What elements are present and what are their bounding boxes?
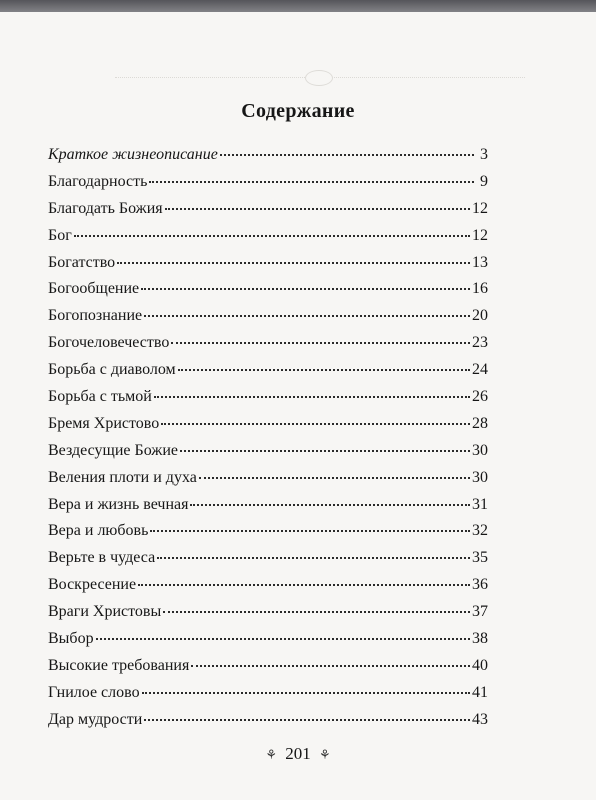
toc-entry-page: 30 — [472, 441, 488, 459]
toc-entry[interactable] — [48, 683, 488, 710]
dot-leader — [191, 665, 470, 667]
toc-entry[interactable] — [48, 521, 488, 548]
toc-entry-title: Благодать Божия — [48, 199, 163, 217]
toc-entry-page: 26 — [472, 388, 488, 406]
bleed-through-ornament — [115, 70, 525, 84]
toc-entry[interactable] — [48, 602, 488, 629]
toc-entry-title: Богопознание — [48, 307, 143, 325]
toc-entry-page: 32 — [472, 522, 488, 540]
toc-entry-title: Верьте в чудеса — [48, 549, 156, 567]
toc-entry-page: 20 — [472, 307, 488, 325]
toc-entry-title: Высокие требования — [48, 656, 190, 674]
toc-entry-title: Бремя Христово — [48, 414, 160, 432]
dot-leader — [149, 181, 474, 183]
toc-entry[interactable] — [48, 306, 488, 333]
toc-entry[interactable] — [48, 333, 488, 360]
toc-entry-title: Вера и любовь — [48, 522, 149, 540]
toc-entry-page: 35 — [472, 549, 488, 567]
toc-entry[interactable] — [48, 414, 488, 441]
toc-entry-title: Веления плоти и духа — [48, 468, 197, 486]
toc-entry-title: Богатство — [48, 253, 116, 271]
dot-leader — [141, 288, 470, 290]
toc-entry-title: Воскресение — [48, 576, 137, 594]
dot-leader — [165, 208, 470, 210]
toc-entry-title: Богообщение — [48, 280, 140, 298]
toc-entry-title: Вездесущие Божие — [48, 441, 179, 459]
toc-entry[interactable] — [48, 710, 488, 737]
toc-entry-page: 36 — [472, 576, 488, 594]
toc-entry-title: Вера и жизнь вечная — [48, 495, 189, 513]
toc-entry-page: 16 — [472, 280, 488, 298]
dot-leader — [138, 584, 470, 586]
toc-entry-title: Борьба с тьмой — [48, 388, 152, 406]
toc-entry-page: 9 — [480, 172, 488, 190]
dot-leader — [96, 638, 470, 640]
toc-entry-title: Борьба с диаволом — [48, 361, 176, 379]
toc-entry-page: 31 — [472, 495, 488, 513]
footer-ornament-left-icon: ⚘ — [265, 747, 277, 762]
toc-entry-page: 37 — [472, 603, 488, 621]
dot-leader — [150, 530, 470, 532]
dot-leader — [144, 315, 470, 317]
toc-entry-page: 3 — [480, 146, 488, 163]
toc-entry[interactable] — [48, 360, 488, 387]
toc-entry-page: 24 — [472, 361, 488, 379]
toc-entry-page: 12 — [472, 199, 488, 217]
toc-entry-page: 43 — [472, 710, 488, 728]
dot-leader — [220, 154, 474, 156]
toc-entry[interactable] — [48, 279, 488, 306]
toc-entry-page: 13 — [472, 253, 488, 271]
dot-leader — [190, 504, 470, 506]
toc-entry-title: Выбор — [48, 630, 94, 648]
toc-entry[interactable] — [48, 468, 488, 495]
dot-leader — [199, 477, 470, 479]
toc-entry-title: Краткое жизнеописание — [48, 146, 218, 163]
dot-leader — [157, 557, 470, 559]
toc-entry-page: 40 — [472, 656, 488, 674]
toc-entry[interactable] — [48, 226, 488, 253]
toc-entry-page: 38 — [472, 630, 488, 648]
table-of-contents — [48, 145, 488, 737]
toc-entry-title: Враги Христовы — [48, 603, 162, 621]
toc-entry[interactable] — [48, 629, 488, 656]
dot-leader — [161, 423, 470, 425]
dot-leader — [163, 611, 470, 613]
toc-entry[interactable] — [48, 656, 488, 683]
toc-entry[interactable] — [48, 441, 488, 468]
toc-entry-page: 12 — [472, 226, 488, 244]
toc-entry-page: 30 — [472, 468, 488, 486]
toc-entry-page: 23 — [472, 334, 488, 352]
dot-leader — [74, 235, 470, 237]
ornament-knot — [305, 70, 333, 86]
dot-leader — [142, 692, 470, 694]
dot-leader — [180, 450, 470, 452]
toc-entry[interactable] — [48, 548, 488, 575]
dot-leader — [154, 396, 470, 398]
toc-entry[interactable] — [48, 145, 488, 172]
dot-leader — [144, 719, 470, 721]
dot-leader — [117, 262, 470, 264]
footer-ornament-right-icon: ⚘ — [319, 747, 331, 762]
toc-entry[interactable] — [48, 253, 488, 280]
toc-entry[interactable] — [48, 199, 488, 226]
page-footer — [0, 744, 596, 764]
page-number: 201 — [285, 744, 311, 763]
toc-entry-title: Дар мудрости — [48, 710, 143, 728]
page-title: Содержание — [241, 100, 355, 122]
toc-entry-title: Благодарность — [48, 172, 148, 190]
toc-entry[interactable] — [48, 172, 488, 199]
toc-entry[interactable] — [48, 575, 488, 602]
toc-entry-page: 28 — [472, 414, 488, 432]
toc-entry-title: Бог — [48, 226, 72, 244]
toc-entry[interactable] — [48, 387, 488, 414]
dot-leader — [171, 342, 470, 344]
toc-entry-title: Богочеловечество — [48, 334, 170, 352]
dot-leader — [178, 369, 470, 371]
toc-entry[interactable] — [48, 495, 488, 522]
toc-entry-title: Гнилое слово — [48, 683, 140, 701]
toc-entry-page: 41 — [472, 683, 488, 701]
